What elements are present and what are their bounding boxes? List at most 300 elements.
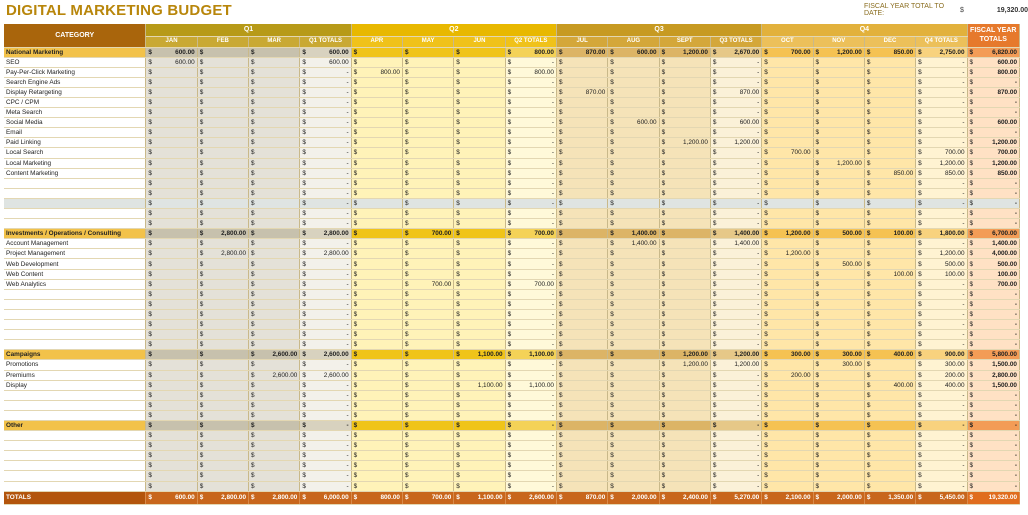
budget-cell[interactable] xyxy=(197,118,248,128)
budget-cell[interactable] xyxy=(967,239,1019,249)
budget-cell[interactable] xyxy=(556,420,607,430)
budget-cell[interactable] xyxy=(454,431,505,441)
category-label[interactable]: Social Media xyxy=(4,118,146,128)
month-header-may[interactable]: MAY xyxy=(402,36,453,47)
budget-cell[interactable] xyxy=(608,299,659,309)
budget-cell[interactable] xyxy=(146,350,197,360)
budget-cell[interactable] xyxy=(249,340,300,350)
budget-cell[interactable] xyxy=(505,97,556,107)
budget-cell[interactable] xyxy=(916,47,967,57)
budget-cell[interactable] xyxy=(454,178,505,188)
budget-cell[interactable] xyxy=(556,269,607,279)
budget-cell[interactable] xyxy=(146,299,197,309)
budget-cell[interactable] xyxy=(197,350,248,360)
budget-cell[interactable] xyxy=(916,380,967,390)
budget-cell[interactable] xyxy=(864,350,915,360)
budget-cell[interactable] xyxy=(762,431,813,441)
budget-cell[interactable] xyxy=(197,138,248,148)
budget-cell[interactable] xyxy=(505,420,556,430)
budget-cell[interactable] xyxy=(967,441,1019,451)
category-label[interactable] xyxy=(4,441,146,451)
budget-cell[interactable] xyxy=(967,491,1019,504)
budget-cell[interactable] xyxy=(454,219,505,229)
budget-cell[interactable] xyxy=(197,491,248,504)
budget-cell[interactable] xyxy=(916,340,967,350)
budget-cell[interactable] xyxy=(146,118,197,128)
budget-cell[interactable] xyxy=(197,309,248,319)
budget-cell[interactable] xyxy=(762,330,813,340)
budget-cell[interactable] xyxy=(916,249,967,259)
budget-cell[interactable] xyxy=(659,219,710,229)
budget-cell[interactable] xyxy=(967,370,1019,380)
budget-cell[interactable] xyxy=(659,420,710,430)
budget-cell[interactable] xyxy=(710,340,761,350)
budget-cell[interactable] xyxy=(300,299,351,309)
budget-cell[interactable] xyxy=(197,299,248,309)
budget-cell[interactable] xyxy=(505,400,556,410)
budget-cell[interactable] xyxy=(967,67,1019,77)
budget-cell[interactable] xyxy=(916,138,967,148)
budget-cell[interactable] xyxy=(813,471,864,481)
budget-cell[interactable] xyxy=(505,330,556,340)
budget-cell[interactable] xyxy=(864,491,915,504)
budget-cell[interactable] xyxy=(249,219,300,229)
budget-cell[interactable] xyxy=(608,289,659,299)
budget-cell[interactable] xyxy=(710,249,761,259)
budget-cell[interactable] xyxy=(249,471,300,481)
budget-cell[interactable] xyxy=(916,320,967,330)
budget-cell[interactable] xyxy=(402,481,453,491)
budget-cell[interactable] xyxy=(762,461,813,471)
budget-cell[interactable] xyxy=(710,410,761,420)
category-label[interactable]: Premiums xyxy=(4,370,146,380)
budget-cell[interactable] xyxy=(813,178,864,188)
budget-cell[interactable] xyxy=(916,441,967,451)
budget-cell[interactable] xyxy=(249,350,300,360)
budget-cell[interactable] xyxy=(402,178,453,188)
budget-cell[interactable] xyxy=(146,461,197,471)
budget-cell[interactable] xyxy=(556,441,607,451)
budget-cell[interactable] xyxy=(659,330,710,340)
budget-cell[interactable] xyxy=(249,198,300,208)
budget-cell[interactable] xyxy=(762,309,813,319)
budget-cell[interactable] xyxy=(454,289,505,299)
budget-cell[interactable] xyxy=(402,491,453,504)
budget-cell[interactable] xyxy=(608,87,659,97)
budget-cell[interactable] xyxy=(967,269,1019,279)
budget-cell[interactable] xyxy=(146,410,197,420)
category-label[interactable]: Display Retargeting xyxy=(4,87,146,97)
budget-cell[interactable] xyxy=(249,410,300,420)
budget-cell[interactable] xyxy=(710,108,761,118)
budget-cell[interactable] xyxy=(813,330,864,340)
budget-cell[interactable] xyxy=(813,47,864,57)
budget-cell[interactable] xyxy=(710,87,761,97)
budget-cell[interactable] xyxy=(659,128,710,138)
budget-cell[interactable] xyxy=(454,239,505,249)
budget-cell[interactable] xyxy=(556,320,607,330)
month-header-sept[interactable]: SEPT xyxy=(659,36,710,47)
budget-cell[interactable] xyxy=(762,229,813,239)
budget-cell[interactable] xyxy=(249,330,300,340)
budget-cell[interactable] xyxy=(659,229,710,239)
budget-cell[interactable] xyxy=(608,77,659,87)
budget-cell[interactable] xyxy=(505,289,556,299)
budget-cell[interactable] xyxy=(197,67,248,77)
budget-cell[interactable] xyxy=(864,47,915,57)
budget-cell[interactable] xyxy=(351,229,402,239)
budget-cell[interactable] xyxy=(300,47,351,57)
budget-cell[interactable] xyxy=(249,97,300,107)
budget-cell[interactable] xyxy=(813,229,864,239)
budget-cell[interactable] xyxy=(659,370,710,380)
budget-cell[interactable] xyxy=(710,188,761,198)
budget-cell[interactable] xyxy=(608,441,659,451)
budget-cell[interactable] xyxy=(608,320,659,330)
budget-cell[interactable] xyxy=(197,441,248,451)
budget-cell[interactable] xyxy=(710,259,761,269)
budget-cell[interactable] xyxy=(249,249,300,259)
budget-cell[interactable] xyxy=(351,269,402,279)
budget-cell[interactable] xyxy=(505,299,556,309)
budget-cell[interactable] xyxy=(300,259,351,269)
budget-cell[interactable] xyxy=(916,148,967,158)
budget-cell[interactable] xyxy=(608,229,659,239)
budget-cell[interactable] xyxy=(556,148,607,158)
budget-cell[interactable] xyxy=(608,67,659,77)
budget-cell[interactable] xyxy=(454,360,505,370)
budget-cell[interactable] xyxy=(967,340,1019,350)
budget-cell[interactable] xyxy=(864,481,915,491)
budget-cell[interactable] xyxy=(249,451,300,461)
budget-cell[interactable] xyxy=(864,97,915,107)
budget-cell[interactable] xyxy=(556,219,607,229)
budget-cell[interactable] xyxy=(556,309,607,319)
budget-cell[interactable] xyxy=(505,178,556,188)
budget-cell[interactable] xyxy=(402,420,453,430)
budget-cell[interactable] xyxy=(197,320,248,330)
budget-cell[interactable] xyxy=(813,138,864,148)
budget-cell[interactable] xyxy=(864,118,915,128)
budget-cell[interactable] xyxy=(556,249,607,259)
category-label[interactable] xyxy=(4,299,146,309)
budget-cell[interactable] xyxy=(402,309,453,319)
budget-cell[interactable] xyxy=(402,370,453,380)
budget-cell[interactable] xyxy=(762,128,813,138)
budget-cell[interactable] xyxy=(402,259,453,269)
category-label[interactable] xyxy=(4,209,146,219)
budget-cell[interactable] xyxy=(402,360,453,370)
budget-cell[interactable] xyxy=(300,118,351,128)
budget-cell[interactable] xyxy=(967,77,1019,87)
budget-cell[interactable] xyxy=(146,77,197,87)
budget-cell[interactable] xyxy=(197,370,248,380)
budget-cell[interactable] xyxy=(556,239,607,249)
budget-cell[interactable] xyxy=(300,128,351,138)
budget-cell[interactable] xyxy=(556,330,607,340)
budget-cell[interactable] xyxy=(402,198,453,208)
budget-cell[interactable] xyxy=(813,410,864,420)
budget-cell[interactable] xyxy=(454,320,505,330)
budget-cell[interactable] xyxy=(659,47,710,57)
budget-cell[interactable] xyxy=(556,128,607,138)
budget-cell[interactable] xyxy=(351,209,402,219)
budget-cell[interactable] xyxy=(608,259,659,269)
budget-cell[interactable] xyxy=(967,47,1019,57)
budget-cell[interactable] xyxy=(813,219,864,229)
budget-cell[interactable] xyxy=(813,279,864,289)
category-label[interactable]: Promotions xyxy=(4,360,146,370)
budget-cell[interactable] xyxy=(402,77,453,87)
budget-cell[interactable] xyxy=(659,209,710,219)
budget-cell[interactable] xyxy=(659,168,710,178)
budget-cell[interactable] xyxy=(402,400,453,410)
budget-cell[interactable] xyxy=(197,97,248,107)
budget-cell[interactable] xyxy=(967,431,1019,441)
budget-cell[interactable] xyxy=(505,370,556,380)
budget-cell[interactable] xyxy=(146,259,197,269)
budget-cell[interactable] xyxy=(197,209,248,219)
budget-cell[interactable] xyxy=(864,198,915,208)
budget-cell[interactable] xyxy=(249,209,300,219)
budget-cell[interactable] xyxy=(300,360,351,370)
budget-cell[interactable] xyxy=(659,259,710,269)
budget-cell[interactable] xyxy=(659,299,710,309)
budget-cell[interactable] xyxy=(916,128,967,138)
budget-cell[interactable] xyxy=(864,309,915,319)
budget-cell[interactable] xyxy=(762,77,813,87)
budget-cell[interactable] xyxy=(402,451,453,461)
budget-cell[interactable] xyxy=(505,67,556,77)
budget-cell[interactable] xyxy=(249,370,300,380)
budget-cell[interactable] xyxy=(351,249,402,259)
budget-cell[interactable] xyxy=(146,219,197,229)
budget-cell[interactable] xyxy=(864,108,915,118)
category-label[interactable] xyxy=(4,309,146,319)
budget-cell[interactable] xyxy=(916,410,967,420)
budget-cell[interactable] xyxy=(813,67,864,77)
budget-cell[interactable] xyxy=(710,47,761,57)
budget-cell[interactable] xyxy=(864,420,915,430)
budget-cell[interactable] xyxy=(197,128,248,138)
budget-cell[interactable] xyxy=(351,400,402,410)
category-label[interactable]: Content Marketing xyxy=(4,168,146,178)
budget-cell[interactable] xyxy=(916,471,967,481)
budget-cell[interactable] xyxy=(146,289,197,299)
budget-cell[interactable] xyxy=(454,209,505,219)
budget-cell[interactable] xyxy=(762,340,813,350)
budget-cell[interactable] xyxy=(300,77,351,87)
budget-cell[interactable] xyxy=(967,168,1019,178)
budget-cell[interactable] xyxy=(864,360,915,370)
budget-cell[interactable] xyxy=(351,481,402,491)
budget-cell[interactable] xyxy=(351,289,402,299)
budget-cell[interactable] xyxy=(146,158,197,168)
budget-cell[interactable] xyxy=(864,441,915,451)
budget-cell[interactable] xyxy=(813,118,864,128)
budget-cell[interactable] xyxy=(967,259,1019,269)
month-header-q4-totals[interactable]: Q4 TOTALS xyxy=(916,36,967,47)
budget-cell[interactable] xyxy=(659,87,710,97)
budget-cell[interactable] xyxy=(659,188,710,198)
budget-cell[interactable] xyxy=(556,279,607,289)
budget-cell[interactable] xyxy=(659,118,710,128)
budget-cell[interactable] xyxy=(249,279,300,289)
category-label[interactable] xyxy=(4,178,146,188)
category-label[interactable] xyxy=(4,400,146,410)
category-label[interactable] xyxy=(4,188,146,198)
budget-cell[interactable] xyxy=(505,431,556,441)
budget-cell[interactable] xyxy=(146,148,197,158)
budget-cell[interactable] xyxy=(454,279,505,289)
budget-cell[interactable] xyxy=(864,461,915,471)
budget-cell[interactable] xyxy=(351,148,402,158)
budget-cell[interactable] xyxy=(556,97,607,107)
budget-cell[interactable] xyxy=(608,97,659,107)
budget-cell[interactable] xyxy=(967,451,1019,461)
budget-cell[interactable] xyxy=(402,431,453,441)
budget-cell[interactable] xyxy=(659,360,710,370)
budget-cell[interactable] xyxy=(967,97,1019,107)
budget-cell[interactable] xyxy=(300,269,351,279)
budget-cell[interactable] xyxy=(249,168,300,178)
budget-cell[interactable] xyxy=(556,340,607,350)
budget-cell[interactable] xyxy=(454,138,505,148)
category-label[interactable]: Search Engine Ads xyxy=(4,77,146,87)
budget-cell[interactable] xyxy=(710,350,761,360)
month-header-apr[interactable]: APR xyxy=(351,36,402,47)
budget-cell[interactable] xyxy=(813,148,864,158)
budget-cell[interactable] xyxy=(967,330,1019,340)
budget-cell[interactable] xyxy=(249,491,300,504)
budget-cell[interactable] xyxy=(146,67,197,77)
budget-cell[interactable] xyxy=(249,158,300,168)
budget-cell[interactable] xyxy=(710,97,761,107)
budget-cell[interactable] xyxy=(710,219,761,229)
budget-cell[interactable] xyxy=(351,67,402,77)
budget-cell[interactable] xyxy=(916,451,967,461)
budget-cell[interactable] xyxy=(556,380,607,390)
budget-cell[interactable] xyxy=(864,57,915,67)
budget-cell[interactable] xyxy=(505,279,556,289)
budget-cell[interactable] xyxy=(402,350,453,360)
budget-cell[interactable] xyxy=(556,400,607,410)
budget-cell[interactable] xyxy=(300,400,351,410)
budget-cell[interactable] xyxy=(916,269,967,279)
budget-cell[interactable] xyxy=(608,219,659,229)
month-header-mar[interactable]: MAR xyxy=(249,36,300,47)
budget-cell[interactable] xyxy=(762,360,813,370)
budget-cell[interactable] xyxy=(505,350,556,360)
category-label[interactable]: SEO xyxy=(4,57,146,67)
budget-cell[interactable] xyxy=(813,400,864,410)
budget-cell[interactable] xyxy=(351,178,402,188)
budget-cell[interactable] xyxy=(916,198,967,208)
budget-cell[interactable] xyxy=(813,198,864,208)
budget-cell[interactable] xyxy=(556,390,607,400)
budget-cell[interactable] xyxy=(813,239,864,249)
budget-cell[interactable] xyxy=(351,47,402,57)
q2-header[interactable]: Q2 xyxy=(351,24,556,36)
budget-cell[interactable] xyxy=(710,461,761,471)
budget-cell[interactable] xyxy=(351,299,402,309)
budget-cell[interactable] xyxy=(813,128,864,138)
budget-cell[interactable] xyxy=(556,67,607,77)
budget-cell[interactable] xyxy=(556,370,607,380)
budget-cell[interactable] xyxy=(505,390,556,400)
month-header-jul[interactable]: JUL xyxy=(556,36,607,47)
budget-cell[interactable] xyxy=(402,188,453,198)
budget-cell[interactable] xyxy=(454,128,505,138)
budget-cell[interactable] xyxy=(608,481,659,491)
budget-cell[interactable] xyxy=(710,279,761,289)
budget-cell[interactable] xyxy=(608,108,659,118)
budget-cell[interactable] xyxy=(197,279,248,289)
budget-cell[interactable] xyxy=(249,441,300,451)
budget-cell[interactable] xyxy=(249,148,300,158)
budget-cell[interactable] xyxy=(505,239,556,249)
budget-cell[interactable] xyxy=(608,471,659,481)
budget-cell[interactable] xyxy=(762,47,813,57)
category-label[interactable]: Web Content xyxy=(4,269,146,279)
budget-cell[interactable] xyxy=(300,209,351,219)
budget-cell[interactable] xyxy=(351,239,402,249)
budget-cell[interactable] xyxy=(659,239,710,249)
budget-cell[interactable] xyxy=(813,380,864,390)
budget-cell[interactable] xyxy=(967,158,1019,168)
budget-cell[interactable] xyxy=(454,390,505,400)
budget-cell[interactable] xyxy=(762,491,813,504)
budget-cell[interactable] xyxy=(454,370,505,380)
budget-cell[interactable] xyxy=(967,209,1019,219)
budget-cell[interactable] xyxy=(659,340,710,350)
budget-cell[interactable] xyxy=(813,87,864,97)
budget-cell[interactable] xyxy=(300,67,351,77)
budget-cell[interactable] xyxy=(454,491,505,504)
budget-cell[interactable] xyxy=(556,431,607,441)
budget-cell[interactable] xyxy=(762,198,813,208)
budget-cell[interactable] xyxy=(762,87,813,97)
budget-cell[interactable] xyxy=(967,138,1019,148)
budget-cell[interactable] xyxy=(967,118,1019,128)
budget-cell[interactable] xyxy=(967,420,1019,430)
budget-cell[interactable] xyxy=(505,340,556,350)
budget-cell[interactable] xyxy=(402,289,453,299)
budget-cell[interactable] xyxy=(864,330,915,340)
budget-cell[interactable] xyxy=(659,158,710,168)
budget-cell[interactable] xyxy=(916,158,967,168)
budget-cell[interactable] xyxy=(351,390,402,400)
budget-cell[interactable] xyxy=(659,481,710,491)
budget-cell[interactable] xyxy=(608,188,659,198)
budget-cell[interactable] xyxy=(710,178,761,188)
budget-cell[interactable] xyxy=(197,188,248,198)
budget-cell[interactable] xyxy=(454,229,505,239)
budget-cell[interactable] xyxy=(351,108,402,118)
budget-cell[interactable] xyxy=(351,340,402,350)
budget-cell[interactable] xyxy=(454,97,505,107)
budget-cell[interactable] xyxy=(813,209,864,219)
budget-cell[interactable] xyxy=(300,229,351,239)
budget-cell[interactable] xyxy=(402,239,453,249)
budget-cell[interactable] xyxy=(197,451,248,461)
budget-cell[interactable] xyxy=(659,350,710,360)
budget-cell[interactable] xyxy=(813,370,864,380)
budget-cell[interactable] xyxy=(608,370,659,380)
budget-cell[interactable] xyxy=(300,420,351,430)
budget-cell[interactable] xyxy=(608,400,659,410)
budget-cell[interactable] xyxy=(197,471,248,481)
